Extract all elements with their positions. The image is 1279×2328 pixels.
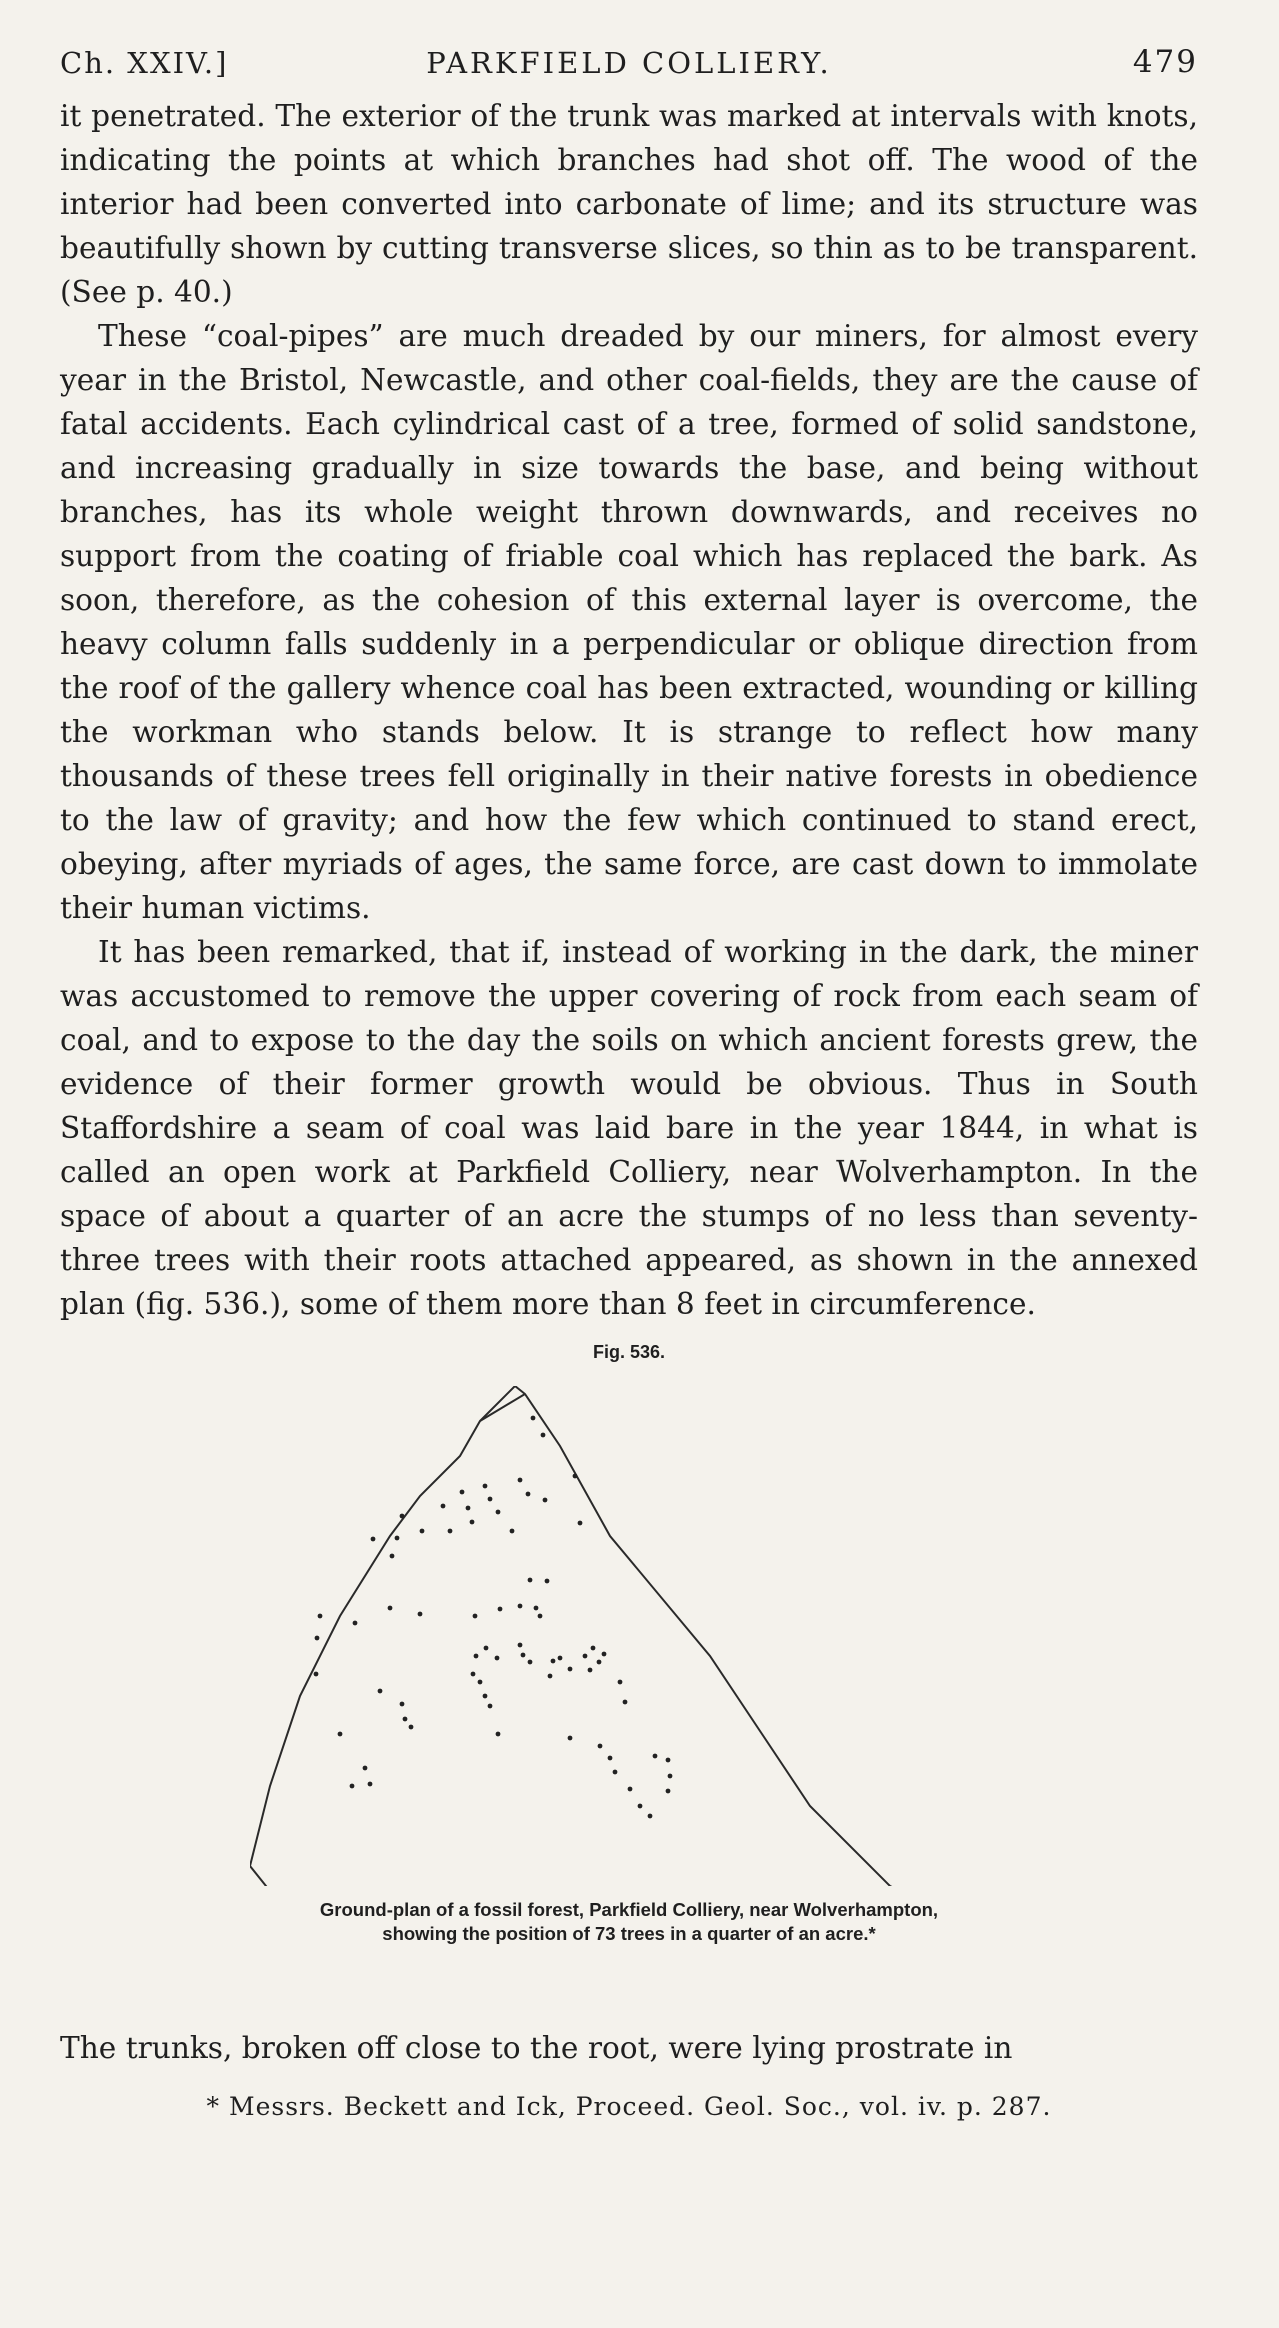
figure-caption [60,1898,1198,1946]
paragraph-coal-pipes: These “coal-pipes” are much dreaded by our miners, for almost every year in the Bristol, Newcastle, and other coal-fields, they are the cause of fatal accidents. Each cylindrical cast of a tree, formed of solid sandstone, and increasing gradually in size towards the base, and being without branches, has its whole weight thrown downwards, and receives no support from the coating of friable coal which has replaced the bark. As soon, therefore, as the cohesion of this external layer is overcome, the heavy column falls suddenly in a perpendicular or oblique direction from the roof of the gallery whence coal has been extracted, wounding or killing the workman who stands below. It is strange to reflect how many thousands of these trees fell originally in their native forests in obedience to the law of gravity; and how the few which continued to stand erect, obeying, after myriads of ages, the same force, are cast down to immolate their human victims. [60,319,1198,925]
paragraph-parkfield: It has been remarked, that if, instead of working in the dark, the miner was accustomed to remove the upper covering of rock from each seam of coal, and to expose to the day the soils on which ancient forests grew, the evidence of their former growth would be obvious. Thus in South Staffordshire a seam of coal was laid bare in the year 1844, in what is called an open work at Parkfield Colliery, near Wolverhampton. In the space of about a quarter of an acre the stumps of no less than seventy-three trees with their roots attached appeared, as shown in the annexed plan (fig. 536.), some of them more than 8 feet in circumference. [60,935,1198,1321]
caption-line-1: Ground-plan of a fossil forest, Parkfield Colliery, near Wolverhampton, [319,1899,939,1920]
footnote: * Messrs. Beckett and Ick, Proceed. Geol. Soc., vol. iv. p. 287. [206,2092,1052,2121]
book-page [60,36,1198,2121]
figure-536 [60,1326,1198,2026]
caption-line-2: showing the position of 73 trees in a quarter of an acre.* [382,1923,876,1944]
page-number: 479 [1132,44,1198,80]
body-text [60,94,1198,1326]
running-title: PARKFIELD COLLIERY. [426,46,832,80]
running-head [60,36,1198,94]
fossil-forest-plan-illustration [250,1386,1050,1886]
chapter-reference: Ch. XXIV.] [60,46,229,80]
paragraph-continued: it penetrated. The exterior of the trunk was marked at intervals with knots, indicating the points at which branches had shot off. The wood of the interior had been converted into carbonate of lime; and its structure was beautifully shown by cutting transverse slices, so thin as to be transparent. (See p. 40.) [60,99,1198,309]
figure-label: Fig. 536. [592,1342,666,1362]
final-text-line: The trunks, broken off close to the root, were lying prostrate in [60,2031,1013,2065]
